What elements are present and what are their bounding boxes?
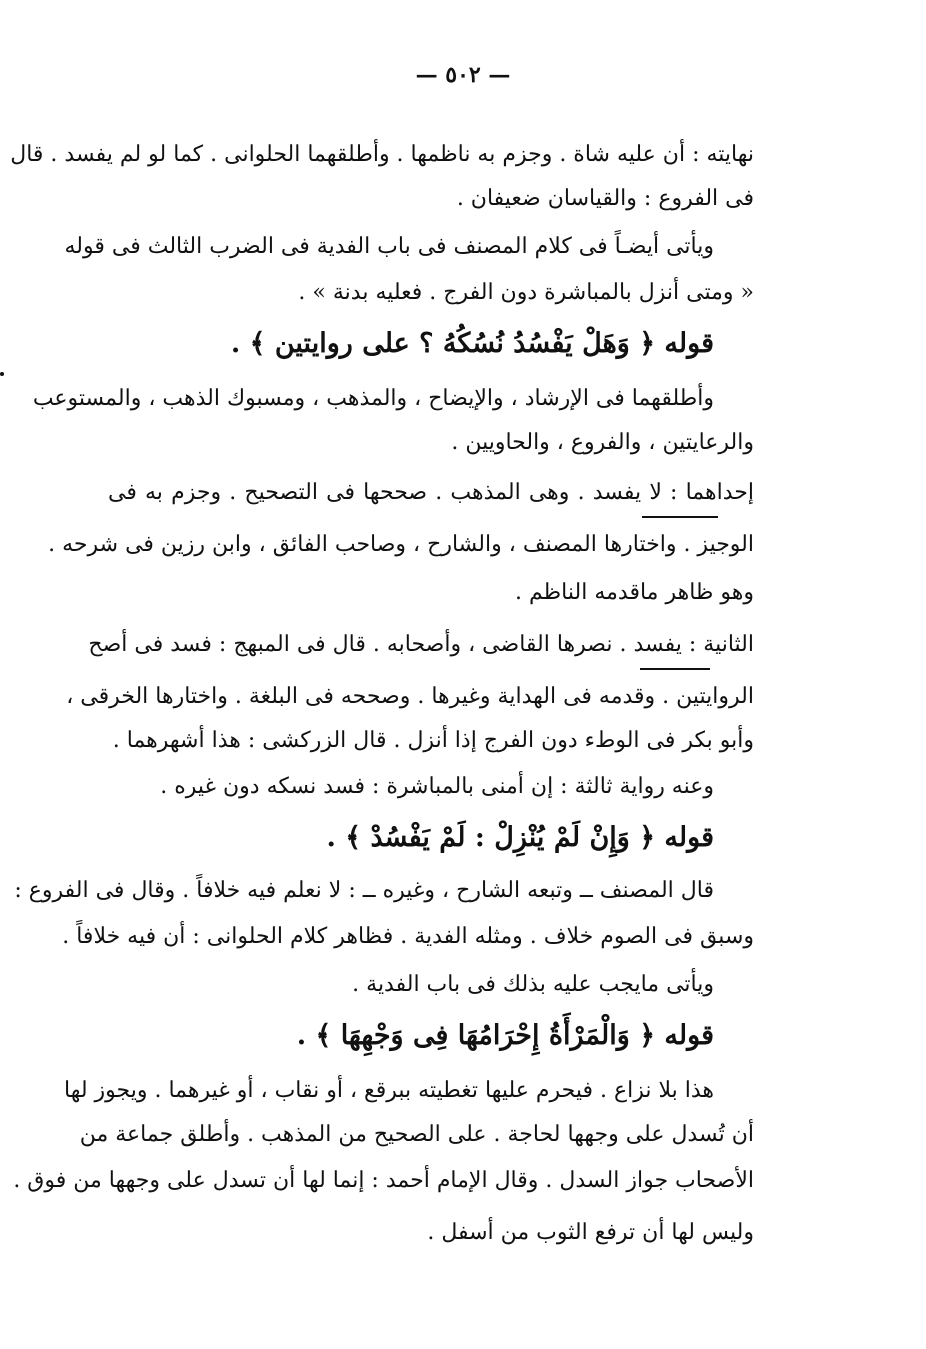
text-line: وهو ظاهر ماقدمه الناظم . <box>515 580 754 605</box>
text-line: وعنه رواية ثالثة : إن أمنى بالمباشرة : فسد نسكه دون غيره . <box>160 774 714 799</box>
text-line: الأصحاب جواز السدل . وقال الإمام أحمد : إنما لها أن تسدل على وجهها من فوق . <box>13 1168 754 1193</box>
section-heading: قوله ﴿ وَالْمَرْأَةُ إِحْرَامُهَا فِى وَجْهِهَا ﴾ . <box>296 1020 714 1051</box>
text-line: الروايتين . وقدمه فى الهداية وغيرها . وصححه فى البلغة . واختارها الخرقى ، <box>66 684 754 709</box>
text-line: الوجيز . واختارها المصنف ، والشارح ، وصاحب الفائق ، وابن رزين فى شرحه . <box>48 532 754 557</box>
text-line: أن تُسدل على وجهها لحاجة . على الصحيح من المذهب . وأطلق جماعة من <box>79 1122 754 1147</box>
text-line: ويأتى أيضـاً فى كلام المصنف فى باب الفدية فى الضرب الثالث فى قوله <box>64 234 714 259</box>
page-number: — ٥٠٢ — <box>415 62 511 88</box>
term-underline <box>642 516 718 518</box>
text-line: هذا بلا نزاع . فيحرم عليها تغطيته ببرقع ، أو نقاب ، أو غيرهما . ويجوز لها <box>63 1078 714 1103</box>
text-line: إحداهما : لا يفسد . وهى المذهب . صححها فى التصحيح . وجزم به فى <box>108 480 754 505</box>
text-line: وسبق فى الصوم خلاف . ومثله الفدية . فظاهر كلام الحلوانى : أن فيه خلافاً . <box>62 924 754 949</box>
text-line: وأبو بكر فى الوطء دون الفرج إذا أنزل . قال الزركشى : هذا أشهرهما . <box>112 728 754 753</box>
section-heading: قوله ﴿ وَهَلْ يَفْسُدُ نُسُكُهُ ؟ على روايتين ﴾ . <box>230 328 714 359</box>
text-line: « ومتى أنزل بالمباشرة دون الفرج . فعليه بدنة » . <box>298 280 754 305</box>
text-line: قال المصنف ــ وتبعه الشارح ، وغيره ــ : لا نعلم فيه خلافاً . وقال فى الفروع : <box>14 878 714 903</box>
text-line: فى الفروع : والقياسان ضعيفان . <box>456 186 754 211</box>
text-line: والرعايتين ، والفروع ، والحاويين . <box>451 430 754 455</box>
text-line: ويأتى مايجب عليه بذلك فى باب الفدية . <box>352 972 714 997</box>
text-line: الثانية : يفسد . نصرها القاضى ، وأصحابه . قال فى المبهج : فسد فى أصح <box>88 632 754 657</box>
text-line: وليس لها أن ترفع الثوب من أسفل . <box>427 1220 754 1245</box>
term-underline <box>640 668 710 670</box>
text-line: وأطلقهما فى الإرشاد ، والإيضاح ، والمذهب ، ومسبوك الذهب ، والمستوعب <box>32 386 714 411</box>
section-heading: قوله ﴿ وَإِنْ لَمْ يُنْزِلْ : لَمْ يَفْسُدْ ﴾ . <box>326 822 714 853</box>
scan-mark <box>0 372 4 376</box>
text-line: نهايته : أن عليه شاة . وجزم به ناظمها . وأطلقهما الحلوانى . كما لو لم يفسد . قال <box>10 142 754 167</box>
